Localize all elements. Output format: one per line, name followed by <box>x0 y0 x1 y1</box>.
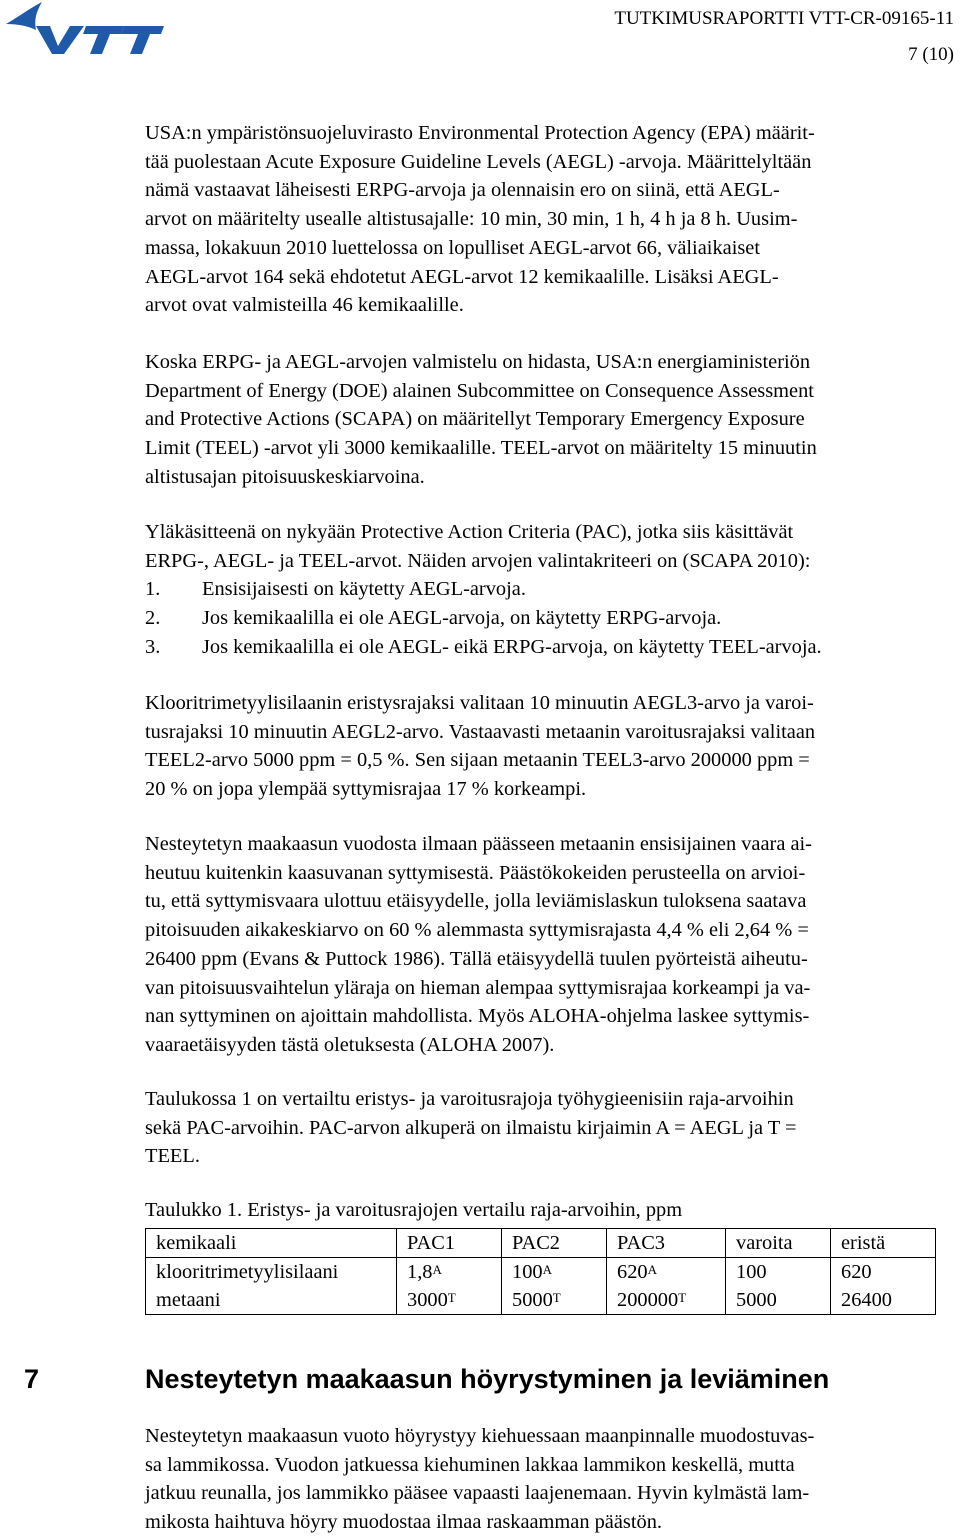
text-line: altistusajan pitoisuuskeskiarvoina. <box>145 465 425 488</box>
table-row <box>146 1258 936 1315</box>
text-line: Nesteytetyn maakaasun vuodosta ilmaan päässeen metaanin ensisijainen vaara ai- <box>145 833 812 855</box>
list-text: Jos kemikaalilla ei ole AEGL- eikä ERPG-arvoja, on käytetty TEEL-arvoja. <box>202 635 822 658</box>
text-line: tää puolestaan Acute Exposure Guideline Levels (AEGL) -arvoja. Määrittelyltään <box>145 150 812 173</box>
list-item <box>145 575 957 604</box>
text-line: tusrajaksi 10 minuutin AEGL2-arvo. Vastaavasti metaanin varoitusrajaksi valitaan <box>145 720 816 743</box>
logo-swoosh <box>6 2 42 30</box>
logo-letter-t2 <box>121 26 164 54</box>
text-line: van pitoisuusvaihtelun yläraja on hieman alempaa syttymisrajaa korkeampi ja va- <box>145 976 811 999</box>
source-superscript: T <box>552 1290 561 1305</box>
text-line: arvot ovat valmisteilla 46 kemikaalille. <box>145 294 464 317</box>
list-number: 1. <box>145 578 161 601</box>
cell-value: metaani <box>156 1289 221 1311</box>
text-line: 20 % on jopa ylempää syttymisrajaa 17 % korkeampi. <box>145 778 587 801</box>
text-line: sa lammikossa. Vuodon jatkuessa kiehuminen lakkaa lammikon keskellä, mutta <box>145 1453 795 1476</box>
cell-value: $200000^T$ <box>617 1289 687 1311</box>
text-line: TEEL. <box>145 1145 200 1168</box>
text-line: sekä PAC-arvoihin. PAC-arvon alkuperä on ilmaistu kirjaimin A = AEGL ja T = <box>145 1116 797 1139</box>
cell-value: 5000 <box>736 1289 777 1311</box>
paragraph-ignition <box>145 830 957 1060</box>
text-line: nan syttyminen on ajoittain mahdollista. Myös ALOHA-ohjelma laskee syttymis- <box>145 1005 810 1028</box>
source-superscript: A <box>542 1262 552 1277</box>
list-item <box>145 633 957 662</box>
paragraph-evaporation <box>145 1422 957 1537</box>
text-line: nämä vastaavat läheisesti ERPG-arvoja ja olennaisin ero on siinä, että AEGL- <box>145 179 780 202</box>
table-header-cell: PAC1 <box>397 1229 502 1258</box>
logo-letter-v <box>36 26 84 54</box>
cell-value: 100 <box>736 1261 767 1283</box>
list-text: Jos kemikaalilla ei ole AEGL-arvoja, on käytetty ERPG-arvoja. <box>202 607 722 630</box>
cell-value: 26400 <box>841 1289 892 1311</box>
table-header-cell: PAC2 <box>502 1229 607 1258</box>
text-line: massa, lokakuun 2010 luettelossa on lopulliset AEGL-arvot 66, väliaikaiset <box>145 236 761 259</box>
text-line: pitoisuuden aikakeskiarvo on 60 % alemmasta syttymisrajasta 4,4 % eli 2,64 % = <box>145 919 809 942</box>
cell-value: $620^A$ <box>617 1261 657 1283</box>
vtt-logo <box>6 2 164 56</box>
table-header-cell: eristä <box>831 1229 936 1258</box>
text-line: USA:n ympäristönsuojeluvirasto Environmental Protection Agency (EPA) määrit- <box>145 122 815 144</box>
limits-table <box>145 1228 936 1315</box>
logo-letter-t1 <box>83 26 124 54</box>
text-line: arvot on määritelty usealle altistusajalle: 10 min, 30 min, 1 h, 4 h ja 8 h. Uusim- <box>145 208 798 231</box>
table-cell-kemikaali <box>146 1258 397 1315</box>
text-line: Klooritrimetyylisilaanin eristysrajaksi valitaan 10 minuutin AEGL3-arvo ja varoi- <box>145 692 814 714</box>
source-superscript: A <box>647 1262 657 1277</box>
section-number: 7 <box>24 1364 40 1394</box>
text-line: 26400 ppm (Evans & Puttock 1986). Tällä etäisyydellä tuulen pyörteistä aiheutu- <box>145 947 808 970</box>
cell-value: klooritrimetyylisilaani <box>156 1261 339 1283</box>
paragraph-table-intro <box>145 1085 957 1171</box>
text-line: Koska ERPG- ja AEGL-arvojen valmistelu on hidasta, USA:n energiaministeriön <box>145 351 811 373</box>
paragraph-pac <box>145 518 957 662</box>
text-line: and Protective Actions (SCAPA) on määritellyt Temporary Emergency Exposure <box>145 408 805 431</box>
cell-value: 620 <box>841 1261 872 1283</box>
paragraph-limits <box>145 689 957 804</box>
text-line: Taulukossa 1 on vertailtu eristys- ja varoitusrajoja työhygieenisiin raja-arvoihin <box>145 1088 794 1110</box>
text-line: jatkuu reunalla, jos lammikko pääsee vapaasti laajenemaan. Hyvin kylmästä lam- <box>145 1482 810 1505</box>
text-line: tu, että syttymisvaara ulottuu etäisyydelle, jolla leviämislaskun tuloksena saatava <box>145 890 807 913</box>
text-line: mikosta haihtuva höyry muodostaa ilmaa raskaamman päästön. <box>145 1511 662 1534</box>
report-id: TUTKIMUSRAPORTTI VTT-CR-09165-11 <box>614 8 954 29</box>
text-line: vaaraetäisyyden tästä oletuksesta (ALOHA 2007). <box>145 1033 555 1056</box>
source-superscript: T <box>447 1290 456 1305</box>
text-line: AEGL-arvot 164 sekä ehdotetut AEGL-arvot 12 kemikaalille. Lisäksi AEGL- <box>145 265 779 288</box>
list-item <box>145 604 957 633</box>
source-superscript: A <box>432 1262 442 1277</box>
cell-value: $5000^T$ <box>512 1289 561 1311</box>
page-number: 7 (10) <box>908 44 954 65</box>
text-line: TEEL2-arvo 5000 ppm = 0,5 %. Sen sijaan metaanin TEEL3-arvo 200000 ppm = <box>145 749 810 772</box>
table-header-cell: PAC3 <box>607 1229 726 1258</box>
cell-value: $1,8^A$ <box>407 1261 442 1283</box>
paragraph-teel <box>145 348 957 492</box>
table-header-cell: kemikaali <box>146 1229 397 1258</box>
text-line: Limit (TEEL) -arvot yli 3000 kemikaalille. TEEL-arvot on määritelty 15 minuutin <box>145 437 817 460</box>
table-cell-varoita <box>726 1258 831 1315</box>
text-line: Department of Energy (DOE) alainen Subcommittee on Consequence Assessment <box>145 379 814 402</box>
list-number: 3. <box>145 635 161 658</box>
text-line: Nesteytetyn maakaasun vuoto höyrystyy kiehuessaan maanpinnalle muodostuvas- <box>145 1425 815 1447</box>
table-cell-pac3 <box>607 1258 726 1315</box>
table-cell-pac2 <box>502 1258 607 1315</box>
table-caption: Taulukko 1. Eristys- ja varoitusrajojen vertailu raja-arvoihin, ppm <box>145 1199 683 1221</box>
paragraph-aegl <box>145 119 957 320</box>
cell-value: $3000^T$ <box>407 1289 456 1311</box>
list-number: 2. <box>145 607 161 630</box>
table-header-row <box>146 1229 936 1258</box>
text-line: Yläkäsitteenä on nykyään Protective Action Criteria (PAC), jotka siis käsittävät <box>145 521 794 543</box>
table-cell-erista <box>831 1258 936 1315</box>
cell-value: $100^A$ <box>512 1261 552 1283</box>
text-line: heutuu kuitenkin kaasuvanan syttymisestä. Päästökokeiden perusteella on arvioi- <box>145 861 806 884</box>
source-superscript: T <box>678 1290 687 1305</box>
text-line: ERPG-, AEGL- ja TEEL-arvot. Näiden arvojen valintakriteeri on (SCAPA 2010): <box>145 549 811 572</box>
table-cell-pac1 <box>397 1258 502 1315</box>
section-title: Nesteytetyn maakaasun höyrystyminen ja leviäminen <box>145 1364 830 1394</box>
list-text: Ensisijaisesti on käytetty AEGL-arvoja. <box>202 578 526 601</box>
table-header-cell: varoita <box>726 1229 831 1258</box>
